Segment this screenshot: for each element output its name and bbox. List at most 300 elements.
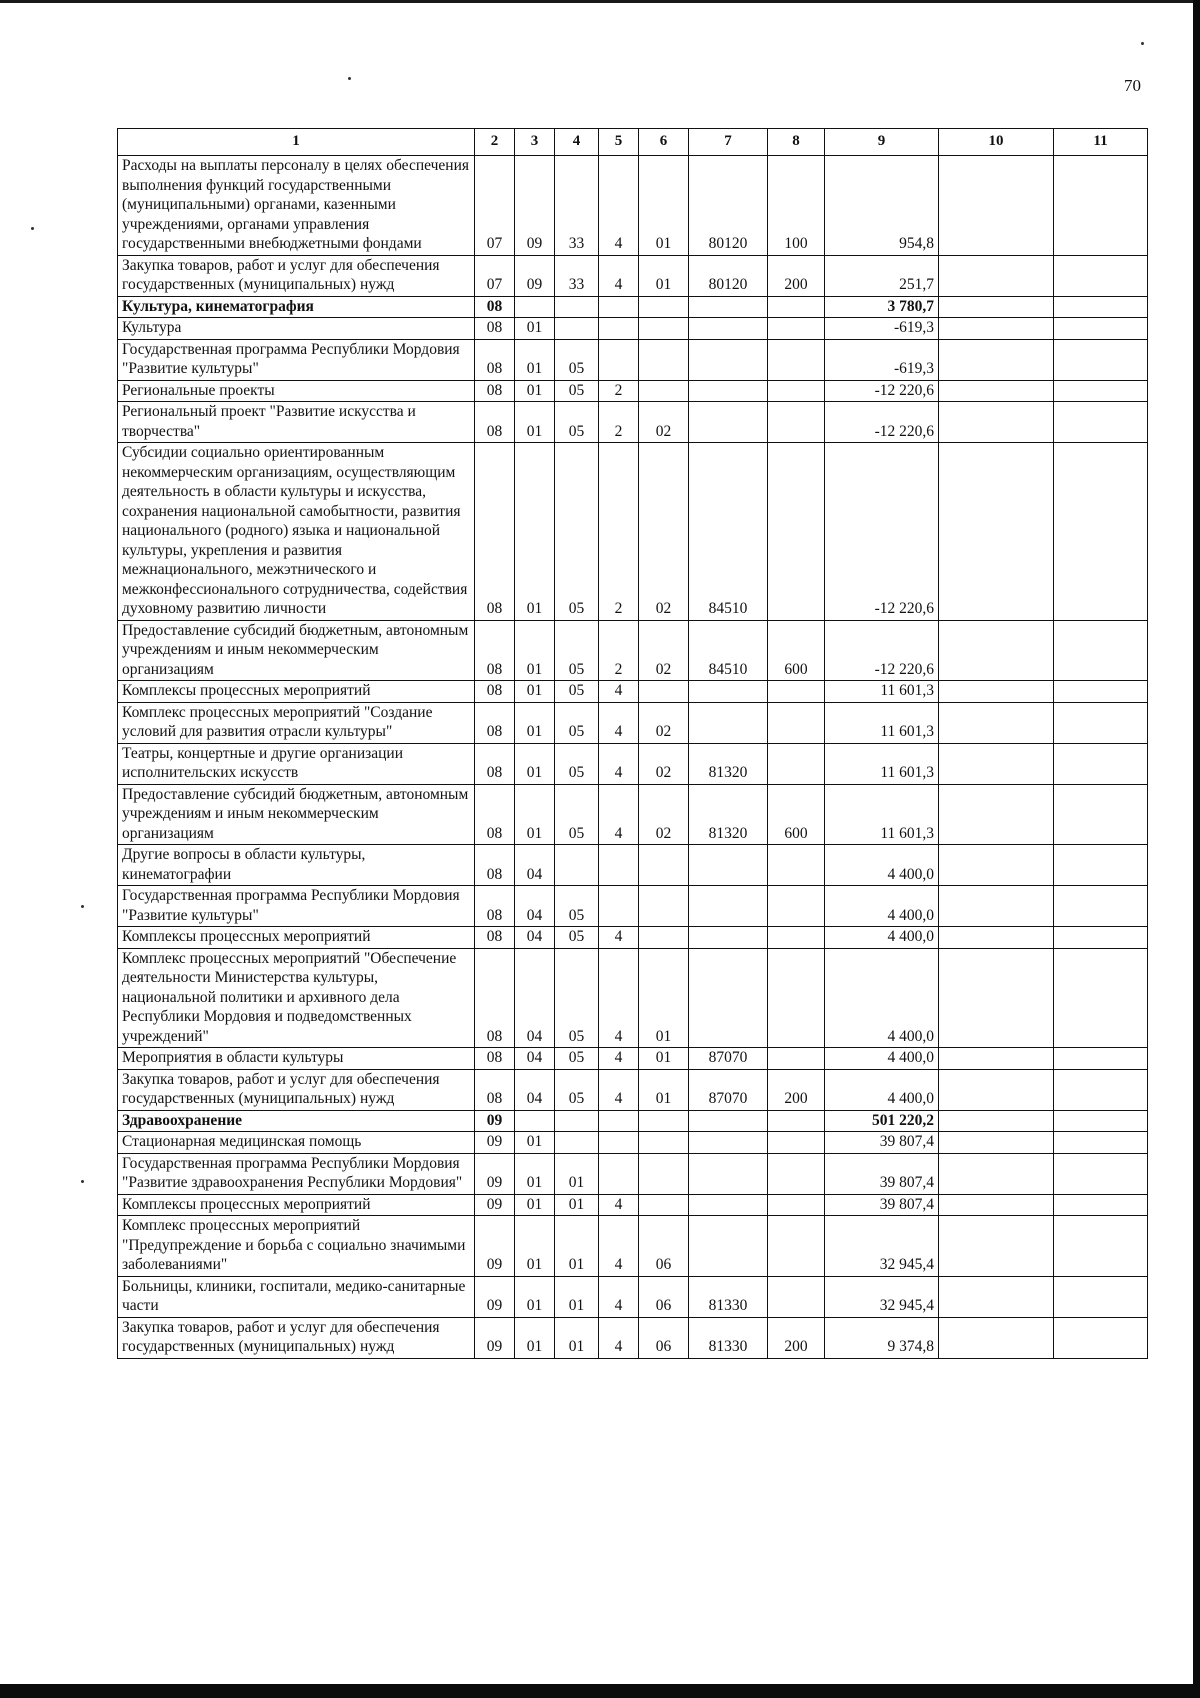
table-row <box>118 702 1148 743</box>
table-row <box>118 1216 1148 1277</box>
table-row <box>118 784 1148 845</box>
code-cell-c3: 01 <box>515 681 555 703</box>
code-cell-c3: 01 <box>515 702 555 743</box>
empty-cell-11 <box>1054 443 1148 621</box>
code-cell-c4: 05 <box>555 702 599 743</box>
code-cell-c5: 4 <box>599 784 639 845</box>
code-cell-c8: 200 <box>768 255 825 296</box>
row-name-cell: Комплекс процессных мероприятий "Обеспечение деятельности Министерства культуры, национальной политики и архивного дела Республики Мордовия и подведомственных учреждений" <box>118 948 475 1048</box>
code-cell-c8 <box>768 296 825 318</box>
code-cell-c4: 33 <box>555 156 599 256</box>
code-cell-c8: 600 <box>768 620 825 681</box>
code-cell-c3: 01 <box>515 784 555 845</box>
code-cell-c3: 01 <box>515 380 555 402</box>
row-name-cell: Закупка товаров, работ и услуг для обеспечения государственных (муниципальных) нужд <box>118 1317 475 1358</box>
code-cell-c8 <box>768 339 825 380</box>
row-name-cell: Театры, концертные и другие организации исполнительских искусств <box>118 743 475 784</box>
amount-cell: -12 220,6 <box>825 402 939 443</box>
row-name-cell: Государственная программа Республики Мордовия "Развитие здравоохранения Республики Мордовия" <box>118 1153 475 1194</box>
code-cell-c7: 81320 <box>689 784 768 845</box>
code-cell-c5: 4 <box>599 1069 639 1110</box>
code-cell-c3 <box>515 1110 555 1132</box>
code-cell-c7 <box>689 1110 768 1132</box>
code-cell-c6: 06 <box>639 1216 689 1277</box>
code-cell-c6 <box>639 1110 689 1132</box>
code-cell-c3: 01 <box>515 620 555 681</box>
code-cell-c6: 01 <box>639 255 689 296</box>
code-cell-c6: 02 <box>639 402 689 443</box>
code-cell-c2: 07 <box>475 156 515 256</box>
row-name-cell: Предоставление субсидий бюджетным, автономным учреждениям и иным некоммерческим организациям <box>118 620 475 681</box>
code-cell-c8: 600 <box>768 784 825 845</box>
row-name-cell: Региональный проект "Развитие искусства и творчества" <box>118 402 475 443</box>
code-cell-c6: 02 <box>639 443 689 621</box>
row-name-cell: Расходы на выплаты персоналу в целях обеспечения выполнения функций государственными (муниципальными) органами, казенными учреждениями, органами управления государственными внебюджетными фондами <box>118 156 475 256</box>
code-cell-c2: 08 <box>475 296 515 318</box>
code-cell-c2: 09 <box>475 1153 515 1194</box>
code-cell-c7: 87070 <box>689 1048 768 1070</box>
code-cell-c8 <box>768 743 825 784</box>
code-cell-c7: 87070 <box>689 1069 768 1110</box>
code-cell-c4: 05 <box>555 886 599 927</box>
code-cell-c6 <box>639 339 689 380</box>
code-cell-c6: 02 <box>639 743 689 784</box>
code-cell-c3: 01 <box>515 1153 555 1194</box>
code-cell-c7: 80120 <box>689 255 768 296</box>
code-cell-c7: 84510 <box>689 620 768 681</box>
code-cell-c4: 05 <box>555 402 599 443</box>
row-name-cell: Культура <box>118 318 475 340</box>
empty-cell-11 <box>1054 681 1148 703</box>
empty-cell-10 <box>939 886 1054 927</box>
empty-cell-11 <box>1054 1069 1148 1110</box>
table-row <box>118 156 1148 256</box>
table-row <box>118 620 1148 681</box>
code-cell-c2: 08 <box>475 702 515 743</box>
code-cell-c4: 05 <box>555 784 599 845</box>
column-header: 9 <box>825 129 939 156</box>
table-row <box>118 681 1148 703</box>
column-header: 3 <box>515 129 555 156</box>
code-cell-c4: 01 <box>555 1194 599 1216</box>
code-cell-c5: 4 <box>599 927 639 949</box>
code-cell-c7 <box>689 948 768 1048</box>
amount-cell: -12 220,6 <box>825 443 939 621</box>
code-cell-c8 <box>768 1110 825 1132</box>
code-cell-c4: 05 <box>555 443 599 621</box>
row-name-cell: Предоставление субсидий бюджетным, автономным учреждениям и иным некоммерческим организациям <box>118 784 475 845</box>
code-cell-c6 <box>639 681 689 703</box>
code-cell-c4: 01 <box>555 1317 599 1358</box>
empty-cell-10 <box>939 1069 1054 1110</box>
empty-cell-11 <box>1054 402 1148 443</box>
code-cell-c5: 4 <box>599 702 639 743</box>
empty-cell-10 <box>939 443 1054 621</box>
amount-cell: 954,8 <box>825 156 939 256</box>
code-cell-c8 <box>768 886 825 927</box>
code-cell-c6: 02 <box>639 784 689 845</box>
code-cell-c7 <box>689 380 768 402</box>
empty-cell-10 <box>939 743 1054 784</box>
empty-cell-10 <box>939 1276 1054 1317</box>
code-cell-c7 <box>689 927 768 949</box>
code-cell-c8 <box>768 402 825 443</box>
code-cell-c4: 05 <box>555 681 599 703</box>
code-cell-c4 <box>555 845 599 886</box>
code-cell-c7: 81330 <box>689 1317 768 1358</box>
code-cell-c5: 4 <box>599 1216 639 1277</box>
code-cell-c5 <box>599 296 639 318</box>
table-row <box>118 948 1148 1048</box>
code-cell-c3: 04 <box>515 845 555 886</box>
amount-cell: -12 220,6 <box>825 380 939 402</box>
empty-cell-11 <box>1054 948 1148 1048</box>
empty-cell-11 <box>1054 1110 1148 1132</box>
empty-cell-10 <box>939 845 1054 886</box>
row-name-cell: Стационарная медицинская помощь <box>118 1132 475 1154</box>
column-header: 1 <box>118 129 475 156</box>
table-row <box>118 1276 1148 1317</box>
code-cell-c3: 09 <box>515 255 555 296</box>
empty-cell-11 <box>1054 380 1148 402</box>
code-cell-c3: 01 <box>515 339 555 380</box>
code-cell-c7 <box>689 845 768 886</box>
code-cell-c5: 4 <box>599 681 639 703</box>
code-cell-c2: 08 <box>475 318 515 340</box>
row-name-cell: Государственная программа Республики Мордовия "Развитие культуры" <box>118 339 475 380</box>
code-cell-c2: 08 <box>475 845 515 886</box>
code-cell-c3: 01 <box>515 1132 555 1154</box>
code-cell-c2: 09 <box>475 1216 515 1277</box>
code-cell-c7 <box>689 681 768 703</box>
empty-cell-11 <box>1054 339 1148 380</box>
code-cell-c7 <box>689 1132 768 1154</box>
amount-cell: 32 945,4 <box>825 1276 939 1317</box>
code-cell-c3: 01 <box>515 443 555 621</box>
empty-cell-10 <box>939 784 1054 845</box>
table-row <box>118 845 1148 886</box>
amount-cell: 4 400,0 <box>825 886 939 927</box>
code-cell-c2: 08 <box>475 1048 515 1070</box>
code-cell-c6 <box>639 380 689 402</box>
code-cell-c5 <box>599 886 639 927</box>
row-name-cell: Комплексы процессных мероприятий <box>118 927 475 949</box>
code-cell-c5: 4 <box>599 1276 639 1317</box>
code-cell-c2: 09 <box>475 1132 515 1154</box>
table-row <box>118 743 1148 784</box>
scan-speck <box>31 227 34 230</box>
code-cell-c7 <box>689 702 768 743</box>
code-cell-c5: 4 <box>599 1194 639 1216</box>
row-name-cell: Здравоохранение <box>118 1110 475 1132</box>
code-cell-c2: 08 <box>475 927 515 949</box>
empty-cell-10 <box>939 702 1054 743</box>
code-cell-c8 <box>768 948 825 1048</box>
budget-table <box>117 128 1148 1359</box>
table-row <box>118 1048 1148 1070</box>
row-name-cell: Комплексы процессных мероприятий <box>118 681 475 703</box>
empty-cell-10 <box>939 927 1054 949</box>
page-number: 70 <box>1124 76 1141 95</box>
code-cell-c4: 05 <box>555 620 599 681</box>
code-cell-c6: 01 <box>639 156 689 256</box>
code-cell-c6 <box>639 1194 689 1216</box>
row-name-cell: Комплексы процессных мероприятий <box>118 1194 475 1216</box>
table-row <box>118 1153 1148 1194</box>
code-cell-c4 <box>555 318 599 340</box>
code-cell-c7: 81320 <box>689 743 768 784</box>
code-cell-c8 <box>768 1132 825 1154</box>
empty-cell-11 <box>1054 927 1148 949</box>
code-cell-c5 <box>599 318 639 340</box>
code-cell-c8 <box>768 1194 825 1216</box>
code-cell-c8: 200 <box>768 1317 825 1358</box>
code-cell-c5: 4 <box>599 1317 639 1358</box>
row-name-cell: Комплекс процессных мероприятий "Создание условий для развития отрасли культуры" <box>118 702 475 743</box>
row-name-cell: Другие вопросы в области культуры, кинематографии <box>118 845 475 886</box>
amount-cell: 4 400,0 <box>825 948 939 1048</box>
scan-edge-bottom <box>0 1684 1200 1698</box>
empty-cell-10 <box>939 402 1054 443</box>
code-cell-c6 <box>639 1132 689 1154</box>
code-cell-c4: 05 <box>555 948 599 1048</box>
code-cell-c6: 01 <box>639 1069 689 1110</box>
code-cell-c3 <box>515 296 555 318</box>
table-row <box>118 402 1148 443</box>
code-cell-c6: 01 <box>639 948 689 1048</box>
empty-cell-10 <box>939 380 1054 402</box>
code-cell-c2: 09 <box>475 1110 515 1132</box>
table-row <box>118 296 1148 318</box>
code-cell-c2: 08 <box>475 681 515 703</box>
code-cell-c5: 4 <box>599 743 639 784</box>
amount-cell: 251,7 <box>825 255 939 296</box>
empty-cell-10 <box>939 1110 1054 1132</box>
empty-cell-10 <box>939 620 1054 681</box>
code-cell-c5: 2 <box>599 402 639 443</box>
amount-cell: 11 601,3 <box>825 681 939 703</box>
code-cell-c2: 09 <box>475 1194 515 1216</box>
row-name-cell: Закупка товаров, работ и услуг для обеспечения государственных (муниципальных) нужд <box>118 1069 475 1110</box>
code-cell-c4: 05 <box>555 743 599 784</box>
empty-cell-11 <box>1054 255 1148 296</box>
code-cell-c8: 100 <box>768 156 825 256</box>
code-cell-c4: 01 <box>555 1216 599 1277</box>
code-cell-c6 <box>639 318 689 340</box>
row-name-cell: Государственная программа Республики Мордовия "Развитие культуры" <box>118 886 475 927</box>
code-cell-c4: 05 <box>555 1069 599 1110</box>
empty-cell-11 <box>1054 1216 1148 1277</box>
code-cell-c7: 81330 <box>689 1276 768 1317</box>
code-cell-c3: 01 <box>515 1276 555 1317</box>
code-cell-c6 <box>639 927 689 949</box>
code-cell-c8 <box>768 927 825 949</box>
code-cell-c3: 01 <box>515 743 555 784</box>
code-cell-c2: 08 <box>475 380 515 402</box>
empty-cell-11 <box>1054 296 1148 318</box>
column-header: 4 <box>555 129 599 156</box>
empty-cell-11 <box>1054 1048 1148 1070</box>
scan-speck <box>1141 42 1144 45</box>
amount-cell: 501 220,2 <box>825 1110 939 1132</box>
code-cell-c7 <box>689 318 768 340</box>
code-cell-c7 <box>689 402 768 443</box>
empty-cell-11 <box>1054 1194 1148 1216</box>
code-cell-c2: 08 <box>475 784 515 845</box>
code-cell-c4: 05 <box>555 339 599 380</box>
table-row <box>118 1194 1148 1216</box>
amount-cell: 39 807,4 <box>825 1194 939 1216</box>
code-cell-c8 <box>768 443 825 621</box>
amount-cell: 11 601,3 <box>825 743 939 784</box>
code-cell-c8 <box>768 681 825 703</box>
empty-cell-10 <box>939 1153 1054 1194</box>
code-cell-c7: 80120 <box>689 156 768 256</box>
code-cell-c4: 01 <box>555 1276 599 1317</box>
code-cell-c7 <box>689 339 768 380</box>
scan-speck <box>81 905 84 908</box>
code-cell-c2: 08 <box>475 743 515 784</box>
scan-speck <box>81 1180 84 1183</box>
code-cell-c3: 01 <box>515 402 555 443</box>
code-cell-c8 <box>768 1216 825 1277</box>
code-cell-c6: 02 <box>639 702 689 743</box>
empty-cell-11 <box>1054 620 1148 681</box>
row-name-cell: Больницы, клиники, госпитали, медико-санитарные части <box>118 1276 475 1317</box>
code-cell-c5: 4 <box>599 156 639 256</box>
code-cell-c3: 09 <box>515 156 555 256</box>
row-name-cell: Комплекс процессных мероприятий "Предупреждение и борьба с социально значимыми заболеваниями" <box>118 1216 475 1277</box>
row-name-cell: Мероприятия в области культуры <box>118 1048 475 1070</box>
row-name-cell: Закупка товаров, работ и услуг для обеспечения государственных (муниципальных) нужд <box>118 255 475 296</box>
code-cell-c2: 08 <box>475 339 515 380</box>
code-cell-c5: 2 <box>599 380 639 402</box>
code-cell-c8 <box>768 1048 825 1070</box>
scan-speck <box>348 77 351 80</box>
code-cell-c2: 08 <box>475 886 515 927</box>
code-cell-c4: 01 <box>555 1153 599 1194</box>
code-cell-c4 <box>555 1132 599 1154</box>
table-row <box>118 1110 1148 1132</box>
code-cell-c8 <box>768 318 825 340</box>
code-cell-c3: 04 <box>515 1069 555 1110</box>
code-cell-c6: 01 <box>639 1048 689 1070</box>
table-row <box>118 1069 1148 1110</box>
code-cell-c6 <box>639 1153 689 1194</box>
code-cell-c2: 09 <box>475 1317 515 1358</box>
table-header <box>118 129 1148 156</box>
empty-cell-10 <box>939 296 1054 318</box>
empty-cell-10 <box>939 1317 1054 1358</box>
column-header: 2 <box>475 129 515 156</box>
code-cell-c6 <box>639 886 689 927</box>
amount-cell: 3 780,7 <box>825 296 939 318</box>
column-header: 7 <box>689 129 768 156</box>
empty-cell-10 <box>939 255 1054 296</box>
table-row <box>118 318 1148 340</box>
empty-cell-11 <box>1054 743 1148 784</box>
amount-cell: 4 400,0 <box>825 1069 939 1110</box>
column-header: 5 <box>599 129 639 156</box>
amount-cell: -619,3 <box>825 339 939 380</box>
amount-cell: 4 400,0 <box>825 845 939 886</box>
empty-cell-10 <box>939 156 1054 256</box>
code-cell-c3: 04 <box>515 886 555 927</box>
code-cell-c4: 05 <box>555 1048 599 1070</box>
code-cell-c5: 4 <box>599 1048 639 1070</box>
code-cell-c3: 01 <box>515 318 555 340</box>
code-cell-c4: 33 <box>555 255 599 296</box>
code-cell-c2: 08 <box>475 948 515 1048</box>
row-name-cell: Культура, кинематография <box>118 296 475 318</box>
column-header: 6 <box>639 129 689 156</box>
table-row <box>118 380 1148 402</box>
code-cell-c3: 04 <box>515 1048 555 1070</box>
code-cell-c5 <box>599 1110 639 1132</box>
empty-cell-11 <box>1054 702 1148 743</box>
empty-cell-10 <box>939 1132 1054 1154</box>
empty-cell-10 <box>939 1194 1054 1216</box>
code-cell-c2: 09 <box>475 1276 515 1317</box>
empty-cell-10 <box>939 339 1054 380</box>
code-cell-c7 <box>689 1216 768 1277</box>
code-cell-c8 <box>768 380 825 402</box>
code-cell-c7: 84510 <box>689 443 768 621</box>
code-cell-c4: 05 <box>555 380 599 402</box>
scan-edge-right <box>1193 0 1200 1698</box>
empty-cell-11 <box>1054 1132 1148 1154</box>
code-cell-c7 <box>689 1153 768 1194</box>
amount-cell: 11 601,3 <box>825 784 939 845</box>
table-body <box>118 156 1148 1359</box>
code-cell-c8: 200 <box>768 1069 825 1110</box>
code-cell-c5 <box>599 1153 639 1194</box>
empty-cell-10 <box>939 681 1054 703</box>
amount-cell: -619,3 <box>825 318 939 340</box>
empty-cell-11 <box>1054 845 1148 886</box>
empty-cell-11 <box>1054 1153 1148 1194</box>
code-cell-c4: 05 <box>555 927 599 949</box>
amount-cell: 39 807,4 <box>825 1153 939 1194</box>
table-row <box>118 1317 1148 1358</box>
code-cell-c5 <box>599 845 639 886</box>
amount-cell: 32 945,4 <box>825 1216 939 1277</box>
code-cell-c3: 01 <box>515 1317 555 1358</box>
code-cell-c5 <box>599 1132 639 1154</box>
code-cell-c2: 08 <box>475 1069 515 1110</box>
code-cell-c7 <box>689 886 768 927</box>
code-cell-c8 <box>768 1153 825 1194</box>
row-name-cell: Региональные проекты <box>118 380 475 402</box>
column-header: 8 <box>768 129 825 156</box>
code-cell-c5: 2 <box>599 443 639 621</box>
table-row <box>118 339 1148 380</box>
code-cell-c5: 4 <box>599 255 639 296</box>
table-row <box>118 1132 1148 1154</box>
empty-cell-11 <box>1054 1317 1148 1358</box>
code-cell-c3: 04 <box>515 927 555 949</box>
code-cell-c3: 01 <box>515 1194 555 1216</box>
code-cell-c2: 08 <box>475 402 515 443</box>
code-cell-c3: 04 <box>515 948 555 1048</box>
code-cell-c6 <box>639 296 689 318</box>
table-row <box>118 443 1148 621</box>
code-cell-c7 <box>689 296 768 318</box>
amount-cell: 9 374,8 <box>825 1317 939 1358</box>
code-cell-c6 <box>639 845 689 886</box>
empty-cell-11 <box>1054 784 1148 845</box>
amount-cell: 39 807,4 <box>825 1132 939 1154</box>
